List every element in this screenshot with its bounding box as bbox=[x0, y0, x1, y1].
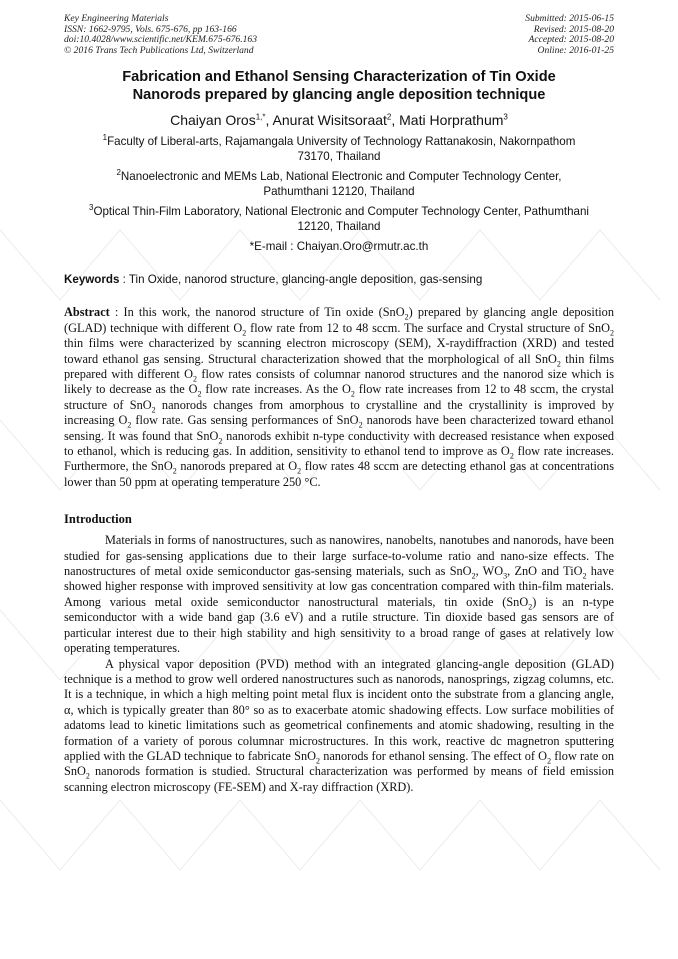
affiliation-3: $^3$Optical Thin-Film Laboratory, National Electronic and Computer Technology Center, Pathumthani 12120, Thailand bbox=[88, 203, 590, 234]
introduction-paragraph-1: Materials in forms of nanostructures, such as nanowires, nanobelts, nanotubes and nanorods, have been studied for gas-sensing applications due to their large surface-to-volume ratio and nano-size effects. The nanostructures of metal oxide semiconductor gas-sensing materials, such as SnO$_2$, $WO_3$, ZnO and TiO$_2$ have showed higher response with improved sensitivity at low gas concentration compared with thin-film materials. Among various metal oxide semiconductor nanostructural materials, tin oxide (SnO$_2$) is an n-type semiconductor with a wide band gap (3.6 eV) and a rutile structure. Tin dioxide based gas sensors are of particular interest due to their high stability and high sensitivity to a broad range of gases at relatively low operating temperatures. bbox=[64, 533, 614, 656]
journal-info bbox=[64, 14, 257, 56]
paper-page bbox=[64, 14, 614, 795]
author-name: Chaiyan Oros bbox=[170, 112, 256, 129]
affiliation-1: $^1$Faculty of Liberal-arts, Rajamangala University of Technology Rattanakosin, Nakornpathom 73170, Thailand bbox=[102, 133, 576, 164]
issn-line: ISSN: 1662-9795, Vols. 675-676, pp 163-166 bbox=[64, 23, 237, 35]
author-name: Anurat Wisitsoraat bbox=[272, 112, 387, 129]
keywords-label: Keywords bbox=[64, 273, 120, 287]
keywords bbox=[64, 272, 614, 287]
copyright-line: © 2016 Trans Tech Publications Ltd, Switzerland bbox=[64, 44, 254, 56]
author-superscript: 3 bbox=[503, 112, 508, 122]
submitted-date: Submitted: 2015-06-15 bbox=[525, 13, 614, 24]
abstract-label: Abstract bbox=[64, 305, 110, 320]
corresponding-email: *E-mail : Chaiyan.Oro@rmutr.ac.th bbox=[249, 240, 429, 254]
title-line: Fabrication and Ethanol Sensing Characterization of Tin Oxide bbox=[122, 69, 556, 86]
publication-dates bbox=[525, 14, 614, 56]
journal-header bbox=[64, 14, 614, 56]
abstract: Abstract : In this work, the nanorod structure of Tin oxide (SnO$_2$) prepared by glancing angle deposition (GLAD) technique with different $O_2$ flow rate from 12 to 48 sccm. The surface and Crystal structure of SnO$_2$ thin films were characterized by scanning electron microscopy (SEM), X-raydiffraction (XRD) and tested toward ethanol gas sensing. Structural characterization showed that the morphological of all SnO$_2$ thin films prepared with different $O_2$ flow rates consists of columnar nanorod structures and the nanorod size which is likely to decrease as the $O_2$ flow rate increases. As the $O_2$ flow rate increases from 12 to 48 sccm, the crystal structure of SnO$_2$ nanorods changes from amorphous to crystalline and the crystallinity is improved by increasing $O_2$ flow rate. Gas sensing performances of SnO$_2$ nanorods have been characterized toward ethanol sensing. It was found that SnO$_2$ nanorods exhibit n-type conductivity with decreased resistance when exposed to ethanol, which is reducing gas. In addition, sensitivity to ethanol tend to improve as $O_2$ flow rate increases. Furthermore, the SnO$_2$ nanorods prepared at $O_2$ flow rates 48 sccm are detecting ethanol gas at concentrations lower than 50 ppm at operating temperature 250 °C. bbox=[64, 305, 615, 489]
paper-title bbox=[64, 68, 614, 104]
keywords-text: : Tin Oxide, nanorod structure, glancing-angle deposition, gas-sensing bbox=[119, 273, 483, 287]
affiliation-2: $^2$Nanoelectronic and MEMs Lab, National Electronic and Computer Technology Center, Pathumthani 12120, Thailand bbox=[116, 168, 562, 199]
author-list: Chaiyan Oros$^{1,*}$, Anurat Wisitsoraat$^2$, Mati Horprathum$^3$ bbox=[170, 112, 508, 129]
title-line: Nanorods prepared by glancing angle deposition technique bbox=[132, 87, 546, 104]
revised-date: Revised: 2015-08-20 bbox=[533, 23, 614, 35]
introduction-paragraph-2: A physical vapor deposition (PVD) method with an integrated glancing-angle deposition (GLAD) technique is a method to grow well ordered nanostructures such as nanorods, nanosprings, zigzag columns, etc. It is a technique, in which a high melting point metal flux is incident onto the substrate from a glancing angle, α, which is typically greater than 80° so as to exacerbate atomic shadowing effects. Low surface mobilities of adatoms lead to kinetic limitations such as geometrical confinements and atomic shadowing, resulting in the formation of a variety of porous columnar microstructures. In this work, reactive dc magnetron sputtering applied with the GLAD technique to fabricate SnO$_2$ nanorods for ethanol sensing. The effect of $O_2$ flow rate on SnO$_2$ nanorods formation is studied. Structural characterization was performed by means of field emission scanning electron microscopy (FE-SEM) and X-ray diffraction (XRD). bbox=[64, 656, 615, 794]
introduction-heading: Introduction bbox=[64, 512, 132, 527]
author-superscript: 2 bbox=[386, 112, 392, 122]
author-name: Mati Horprathum bbox=[399, 112, 504, 129]
accepted-date: Accepted: 2015-08-20 bbox=[528, 34, 614, 46]
journal-name: Key Engineering Materials bbox=[64, 13, 169, 24]
online-date: Online: 2016-01-25 bbox=[537, 44, 614, 56]
author-superscript: 1,* bbox=[255, 112, 266, 122]
doi-line: doi:10.4028/www.scientific.net/KEM.675-676.163 bbox=[64, 34, 258, 46]
